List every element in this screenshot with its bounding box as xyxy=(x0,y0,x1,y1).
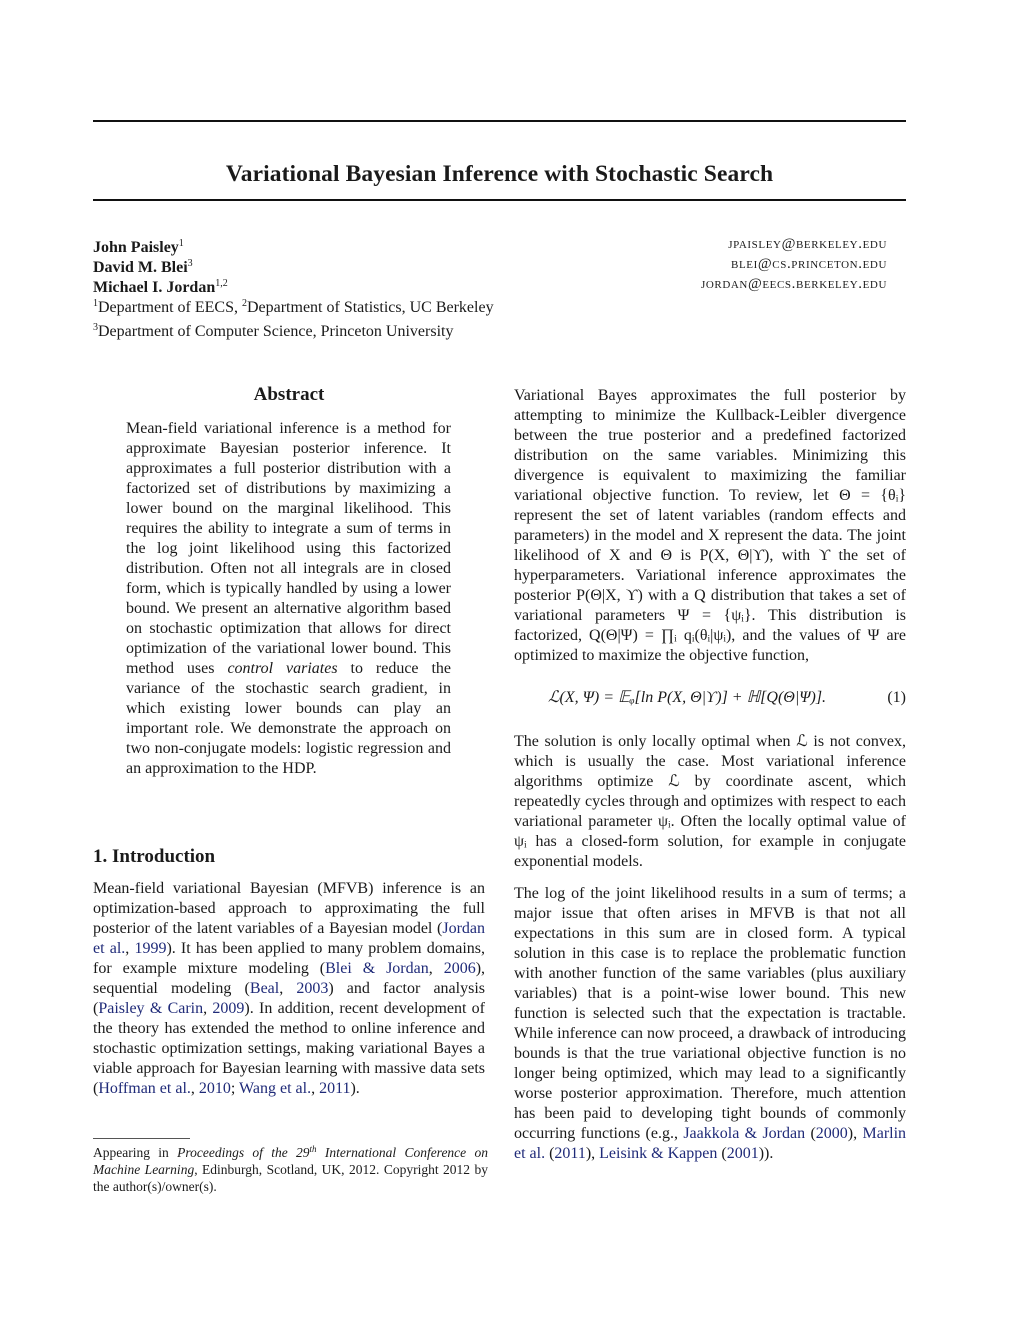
citation-year-link[interactable]: 2000 xyxy=(815,1125,848,1142)
body-text: ; xyxy=(230,1080,240,1097)
introduction-body xyxy=(93,879,485,1099)
citation-link[interactable]: Marlin et al. xyxy=(514,1125,907,1162)
author-email[interactable]: jordan@eecs.berkeley.edu xyxy=(700,276,887,292)
body-text: , xyxy=(311,1080,320,1097)
body-text: The log of the joint likelihood results in a sum of terms; a major issue that often arises in MFVB is that not all expectations in this sum are in closed form. A typical solution in this case is to replace the problematic function with another function of the same variables (plus auxiliary variables) that is a point-wise lower bound. This new function is selected such that the expectation is tractable. While inference can now proceed, a drawback of introducing bounds is that the true variational objective function is no longer being optimized, which may lead to a significantly worse posterior approximation. Therefore, much attention has been paid to developing tight bounds of commonly occurring functions (e.g., xyxy=(514,885,906,1142)
affiliation-marker: 2 xyxy=(241,298,247,309)
citation-link[interactable]: Jaakkola & Jordan xyxy=(683,1125,806,1142)
author-affiliation-marker: 1 xyxy=(178,238,184,249)
author-email[interactable]: blei@cs.princeton.edu xyxy=(731,256,887,272)
author-name-text: Michael I. Jordan xyxy=(93,279,216,296)
left-column xyxy=(93,383,488,1194)
body-text: )). xyxy=(758,1145,774,1162)
section-heading-introduction: 1. Introduction xyxy=(93,846,216,867)
paper-title: Variational Bayesian Inference with Stochastic Search xyxy=(225,160,774,187)
equation-number: (1) xyxy=(887,689,906,706)
footnote-venue-text: Proceedings of the 29 xyxy=(177,1145,310,1160)
body-text: ( xyxy=(545,1145,555,1162)
citation-link[interactable]: Wang et al. xyxy=(239,1080,312,1097)
equation-expression: ℒ(X, Ψ) = 𝔼ᵩ[ln P(X, Θ|ϒ)] + ℍ[Q(Θ|Ψ)]. xyxy=(548,689,827,706)
citation-link[interactable]: Paisley & Carin xyxy=(98,1000,204,1017)
author-row xyxy=(93,274,893,294)
body-text: ), xyxy=(847,1125,863,1142)
introduction-paragraph xyxy=(93,879,485,1099)
title-rule-top xyxy=(93,120,906,122)
citation-year-link[interactable]: 2003 xyxy=(296,980,329,997)
body-text: ), sequential modeling ( xyxy=(93,960,486,997)
body-paragraph xyxy=(514,884,906,1164)
affiliation-marker: 1 xyxy=(93,298,98,309)
abstract-heading: Abstract xyxy=(253,384,325,405)
affiliation-text: Department of EECS, xyxy=(98,299,242,316)
citation-link[interactable]: Leisink & Kappen xyxy=(599,1145,718,1162)
footnote-venue-sup: th xyxy=(309,1144,317,1154)
author-name xyxy=(93,279,228,296)
citation-year-link[interactable]: 2009 xyxy=(212,1000,245,1017)
footnote-text: , Edinburgh, Scotland, UK, 2012. Copyright 2012 by the author(s)/owner(s). xyxy=(93,1162,488,1194)
citation-link[interactable]: Beal xyxy=(249,980,280,997)
body-text: ). In addition, recent development of the theory has extended the method to online inference and stochastic optimization settings, making variational Bayes a viable approach for Bayesian learning with massive data sets ( xyxy=(93,1000,486,1097)
author-block xyxy=(93,234,893,342)
citation-year-link[interactable]: 1999 xyxy=(134,940,167,957)
abstract-body xyxy=(126,419,451,779)
affiliation-text: Department of Statistics, UC Berkeley xyxy=(246,299,494,316)
author-affiliation-marker: 3 xyxy=(187,258,193,269)
citation-link[interactable]: Blei & Jordan xyxy=(325,960,429,977)
title-rule-bottom xyxy=(93,199,906,201)
footnote-text: Appearing in xyxy=(93,1145,178,1160)
citation-year-link[interactable]: 2011 xyxy=(319,1080,351,1097)
body-text: ). It has been applied to many problem domains, for example mixture modeling ( xyxy=(93,940,486,977)
body-text: , xyxy=(190,1080,199,1097)
body-text: , xyxy=(279,980,297,997)
body-text: ( xyxy=(805,1125,816,1142)
author-affiliation-marker: 1,2 xyxy=(215,278,228,289)
author-row xyxy=(93,254,893,274)
footnote-rule xyxy=(93,1138,190,1139)
right-column xyxy=(514,386,906,1176)
body-paragraph: Variational Bayes approximates the full posterior by attempting to minimize the Kullback-Leibler divergence between the true posterior and a predefined factorized distribution on the same variables. Minimizing this divergence is equivalent to maximizing the familiar variational objective function. To review, let Θ = {θᵢ} represent the set of latent variables (random effects and parameters) in the model and X represent the data. The joint likelihood of X and Θ is P(X, Θ|ϒ), with ϒ the set of hyperparameters. Variational inference approximates the posterior P(Θ|X, ϒ) with a Q distribution that takes a set of variational parameters Ψ = {ψᵢ}. This distribution is factorized, Q(Θ|Ψ) = ∏ᵢ qᵢ(θᵢ|ψᵢ), and the values of Ψ are optimized to maximize the objective function, xyxy=(514,387,906,664)
abstract-text: Mean-field variational inference is a method for approximate Bayesian posterior inference. It approximates a full posterior distribution with a factorized set of distributions by maximizing a lower bound on the marginal likelihood. This requires the ability to integrate a sum of terms in the log joint likelihood using this factorized distribution. Often not all integrals are in closed form, which is typically handled by using a lower bound. We present an alternative algorithm based on stochastic optimization that allows for direct optimization of the variational lower bound. This method uses xyxy=(126,420,451,677)
citation-year-link[interactable]: 2001 xyxy=(726,1145,759,1162)
footnote xyxy=(93,1141,488,1195)
citation-year-link[interactable]: 2011 xyxy=(554,1145,586,1162)
footnote-venue-text: International Conference on Machine Learning xyxy=(93,1145,488,1177)
body-text: , xyxy=(125,940,135,957)
author-email[interactable]: jpaisley@berkeley.edu xyxy=(728,236,887,252)
affiliation-line xyxy=(93,318,893,342)
citation-year-link[interactable]: 2010 xyxy=(198,1080,231,1097)
author-name-text: David M. Blei xyxy=(93,259,188,276)
author-name-text: John Paisley xyxy=(93,239,179,256)
affiliation-text: Department of Computer Science, Princeton University xyxy=(98,323,454,340)
affiliation-marker: 3 xyxy=(93,322,98,333)
citation-year-link[interactable]: 2006 xyxy=(443,960,476,977)
body-text: ) and factor analysis ( xyxy=(93,980,485,1017)
body-text: Mean-field variational Bayesian (MFVB) inference is an optimization-based approach to approximating the full posterior of the latent variables of a Bayesian model ( xyxy=(93,880,485,937)
equation-1 xyxy=(514,688,906,708)
body-text: ( xyxy=(717,1145,727,1162)
author-row xyxy=(93,234,893,254)
abstract-text: to reduce the variance of the stochastic search gradient, in which existing lower bounds can play an important role. We demonstrate the approach on two non-conjugate models: logistic regression and an approximation to the HDP. xyxy=(126,660,452,777)
abstract-emphasis: control variates xyxy=(227,660,338,677)
body-paragraph: The solution is only locally optimal when ℒ is not convex, which is usually the case. Most variational inference algorithms optimize ℒ by coordinate ascent, which repeatedly cycles through and optimizes with respect to each variational parameter ψᵢ. Often the locally optimal value of ψᵢ has a closed-form solution, for example in conjugate exponential models. xyxy=(514,733,906,870)
body-text: ), xyxy=(585,1145,600,1162)
citation-link[interactable]: Jordan et al. xyxy=(93,920,485,957)
body-text: , xyxy=(428,960,444,977)
affiliation-line xyxy=(93,294,893,318)
abstract-paragraph xyxy=(126,419,451,779)
citation-link[interactable]: Hoffman et al. xyxy=(98,1080,191,1097)
body-text: ). xyxy=(350,1080,360,1097)
body-text: , xyxy=(203,1000,213,1017)
